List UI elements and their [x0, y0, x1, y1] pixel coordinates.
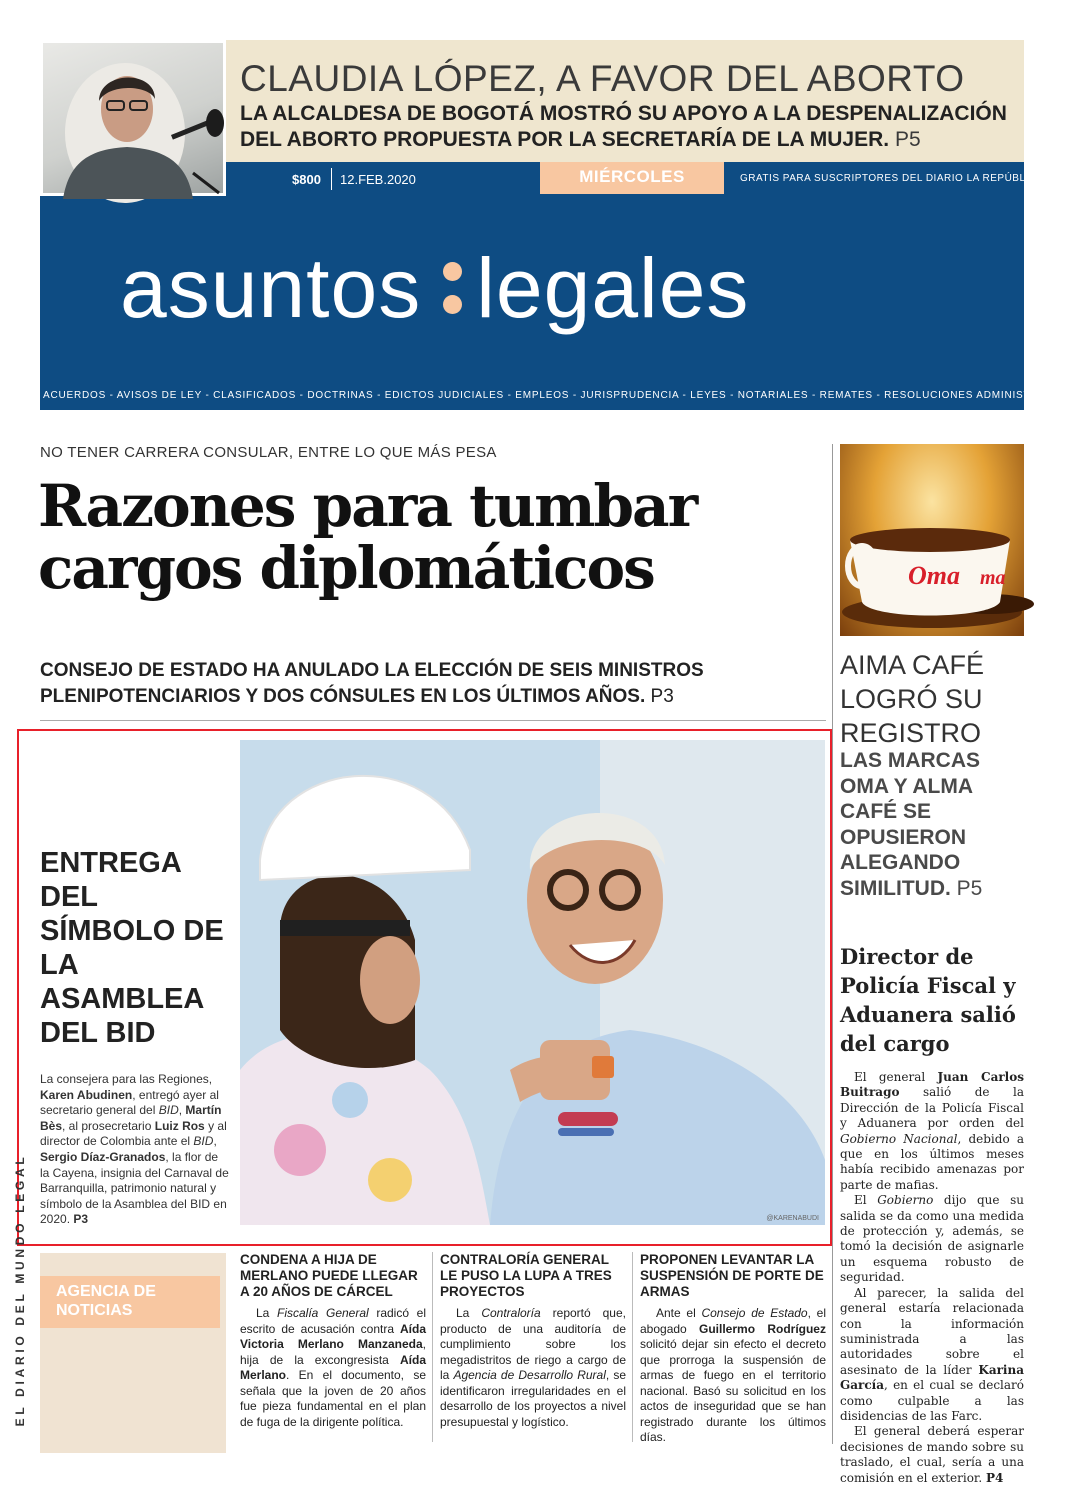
brief-body: La Fiscalía General radicó el escrito de acusación contra Aída Victoria Merlano Manzaneda, hija de la excongresista Aída Merlano. En el documento, se señala que la joven de 20 años fue pieza fundamental en el plan de fuga de la dirigente política.: [240, 1306, 426, 1429]
logo-colon-icon: [443, 243, 462, 333]
oma-coffee-ad[interactable]: [840, 444, 1024, 636]
feature-divider: [40, 720, 826, 721]
lead-headline[interactable]: Razones para tumbar cargos diplomáticos: [38, 472, 697, 602]
brief-title[interactable]: CONTRALORÍA GENERAL LE PUSO LA LUPA A TRES PROYECTOS: [440, 1252, 612, 1299]
bid-ceremony-photo[interactable]: [240, 740, 825, 1225]
claudia-lopez-illustration: [43, 43, 229, 199]
teaser-headline[interactable]: CLAUDIA LÓPEZ, A FAVOR DEL ABORTO: [240, 58, 965, 99]
claudia-lopez-photo[interactable]: [40, 40, 226, 196]
brief-merlano: [240, 1252, 426, 1430]
coffee-cup-illustration: [840, 444, 1024, 636]
agency-label[interactable]: AGENCIA DE NOTICIAS: [40, 1276, 220, 1328]
aima-page-ref[interactable]: P5: [956, 876, 983, 900]
bid-ceremony-illustration: [240, 740, 825, 1225]
lead-deck-line2: [40, 686, 674, 708]
logo-word-right: legales: [476, 240, 750, 335]
director-headline[interactable]: Director de Policía Fiscal y Aduanera salió del cargo: [840, 944, 1016, 1056]
brief-title[interactable]: CONDENA A HIJA DE MERLANO PUEDE LLEGAR A 20 AÑOS DE CÁRCEL: [240, 1252, 418, 1299]
teaser-page-ref[interactable]: P5: [894, 128, 921, 151]
vertical-tagline: EL DIARIO DEL MUNDO LEGAL: [13, 1153, 27, 1427]
brief-divider: [632, 1252, 633, 1442]
newspaper-logo[interactable]: [120, 238, 749, 338]
lead-page-ref[interactable]: P3: [650, 686, 674, 707]
lead-kicker: NO TENER CARRERA CONSULAR, ENTRE LO QUE MÁS PESA: [40, 444, 497, 461]
photo-credit: @KARENABUDI: [766, 1215, 819, 1222]
bid-page-ref[interactable]: P3: [73, 1212, 89, 1227]
price-separator: [331, 168, 332, 190]
weekday-box: MIÉRCOLES: [540, 162, 724, 194]
bid-feature-body: La consejera para las Regiones, Karen Abudinen, entregó ayer al secretario general del BID, Martín Bès, al prosecretario Luiz Ros y al director de Colombia ante el BID, Sergio Díaz-Granados, la flor de la Cayena, insignia del Carnaval de Barranquilla, patrimonio natural y símbolo de la Asamblea del BID en 2020. P3: [40, 1072, 229, 1227]
aima-deck-text: LAS MARCAS OMA Y ALMA CAFÉ SE OPUSIERON ALEGANDO SIMILITUD.: [840, 749, 980, 900]
director-body: [840, 1070, 1024, 1486]
director-paragraph: El general deberá esperar decisiones de mando sobre su traslado, el cual, sería a una comisión en el exterior. P4: [840, 1424, 1024, 1485]
logo-word-left: asuntos: [120, 240, 422, 335]
director-paragraph: Al parecer, la salida del general estaría relacionada con la información suministrada a las autoridades sobre el asesinato de la líder Karina García, en el cual se declaró como culpable a las disidencias de las Farc.: [840, 1285, 1024, 1423]
director-paragraph: El general Juan Carlos Buitrago salió de la Dirección de la Policía Fiscal y Aduanera por orden del Gobierno Nacional, debido a que en los últimos meses había recibido amenazas por parte de mafias.: [840, 1070, 1025, 1192]
brief-contraloria: [440, 1252, 626, 1430]
brief-porte-armas: [640, 1252, 826, 1446]
ad-brand-logo: Oma: [908, 561, 960, 590]
brief-body: La Contraloría reportó que, producto de una auditoría de cumplimiento sobre los megadistritos de riego a cargo de la Agencia de Desarrollo Rural, se identificaron irregularidades en el desarrollo de los proyectos a nivel presupuestal y logístico.: [440, 1306, 626, 1429]
brief-title[interactable]: PROPONEN LEVANTAR LA SUSPENSIÓN DE PORTE DE ARMAS: [640, 1252, 824, 1299]
director-page-ref[interactable]: P4: [985, 1470, 1004, 1485]
teaser-deck-line2: [240, 128, 921, 152]
bid-feature-title[interactable]: ENTREGA DEL SÍMBOLO DE LA ASAMBLEA DEL BID: [40, 847, 224, 1049]
aima-deck: [840, 748, 1024, 902]
lead-deck-line1: CONSEJO DE ESTADO HA ANULADO LA ELECCIÓN DE SEIS MINISTROS: [40, 660, 704, 681]
teaser-deck-text: DEL ABORTO PROPUESTA POR LA SECRETARÍA DE LA MUJER.: [240, 128, 890, 151]
brief-divider: [432, 1252, 433, 1442]
brief-body: Ante el Consejo de Estado, el abogado Guillermo Rodríguez solicitó dejar sin efecto el decreto que prorroga la suspensión de armas de fuego en el territorio nacional. Basó su solicitud en los actos de inseguridad que se han registrado durante los últimos días.: [640, 1306, 826, 1444]
ad-brand-logo-2: ma: [980, 567, 1006, 589]
sections-bar[interactable]: ACUERDOS - AVISOS DE LEY - CLASIFICADOS - DOCTRINAS - EDICTOS JUDICIALES - EMPLEOS - JURISPRUDENCIA - LEYES - NOTARIALES - REMATES - RESOLUCIONES ADMINISTRATIVAS: [43, 390, 1077, 401]
lead-deck-text: PLENIPOTENCIARIOS Y DOS CÓNSULES EN LOS ÚLTIMOS AÑOS.: [40, 686, 646, 707]
aima-headline[interactable]: AIMA CAFÉ LOGRÓ SU REGISTRO: [840, 650, 985, 748]
issue-date: 12.FEB.2020: [340, 172, 416, 187]
director-paragraph: El Gobierno dijo que su salida se da como una medida de protección y, además, se tomó la decisión de asignarle un esquema robusto de seguridad.: [840, 1193, 1024, 1285]
teaser-deck-line1: LA ALCALDESA DE BOGOTÁ MOSTRÓ SU APOYO A LA DESPENALIZACIÓN: [240, 102, 1007, 125]
sidebar-divider: [832, 444, 833, 1444]
price: $800: [292, 172, 321, 187]
subscriber-note: GRATIS PARA SUSCRIPTORES DEL DIARIO LA REPÚBLICA: [740, 173, 1044, 184]
